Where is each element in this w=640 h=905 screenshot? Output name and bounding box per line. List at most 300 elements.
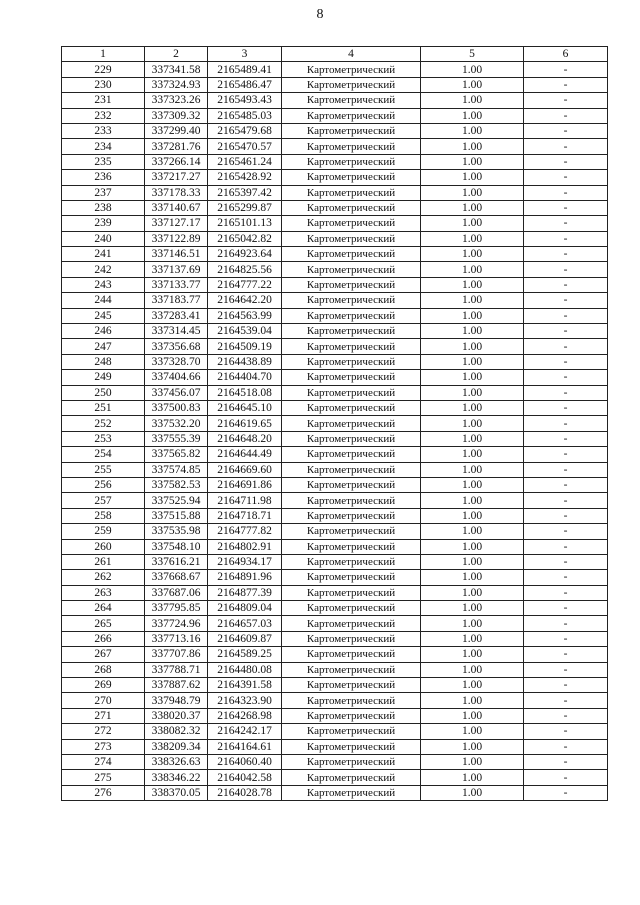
method-cell: Картометрический — [282, 724, 421, 739]
accuracy-cell: 1.00 — [421, 739, 524, 754]
method-cell: Картометрический — [282, 370, 421, 385]
y-coordinate-cell: 2165299.87 — [208, 200, 282, 215]
x-coordinate-cell: 337146.51 — [145, 247, 208, 262]
note-cell: - — [524, 477, 608, 492]
table-row — [62, 154, 608, 169]
column-header-6: 6 — [524, 47, 608, 62]
method-cell: Картометрический — [282, 447, 421, 462]
point-number-cell: 234 — [62, 139, 145, 154]
y-coordinate-cell: 2164669.60 — [208, 462, 282, 477]
note-cell: - — [524, 616, 608, 631]
point-number-cell: 231 — [62, 93, 145, 108]
accuracy-cell: 1.00 — [421, 62, 524, 77]
point-number-cell: 271 — [62, 708, 145, 723]
point-number-cell: 246 — [62, 324, 145, 339]
method-cell: Картометрический — [282, 247, 421, 262]
accuracy-cell: 1.00 — [421, 770, 524, 785]
point-number-cell: 276 — [62, 785, 145, 800]
accuracy-cell: 1.00 — [421, 524, 524, 539]
y-coordinate-cell: 2164777.82 — [208, 524, 282, 539]
x-coordinate-cell: 337356.68 — [145, 339, 208, 354]
point-number-cell: 268 — [62, 662, 145, 677]
point-number-cell: 261 — [62, 554, 145, 569]
x-coordinate-cell: 337299.40 — [145, 123, 208, 138]
point-number-cell: 252 — [62, 416, 145, 431]
accuracy-cell: 1.00 — [421, 385, 524, 400]
point-number-cell: 255 — [62, 462, 145, 477]
method-cell: Картометрический — [282, 339, 421, 354]
column-header-5: 5 — [421, 47, 524, 62]
method-cell: Картометрический — [282, 354, 421, 369]
point-number-cell: 253 — [62, 431, 145, 446]
point-number-cell: 251 — [62, 400, 145, 415]
y-coordinate-cell: 2164691.86 — [208, 477, 282, 492]
accuracy-cell: 1.00 — [421, 324, 524, 339]
method-cell: Картометрический — [282, 93, 421, 108]
note-cell: - — [524, 154, 608, 169]
method-cell: Картометрический — [282, 400, 421, 415]
accuracy-cell: 1.00 — [421, 493, 524, 508]
point-number-cell: 247 — [62, 339, 145, 354]
x-coordinate-cell: 337713.16 — [145, 631, 208, 646]
accuracy-cell: 1.00 — [421, 724, 524, 739]
y-coordinate-cell: 2165486.47 — [208, 77, 282, 92]
point-number-cell: 236 — [62, 170, 145, 185]
table-row — [62, 139, 608, 154]
accuracy-cell: 1.00 — [421, 231, 524, 246]
point-number-cell: 263 — [62, 585, 145, 600]
x-coordinate-cell: 337137.69 — [145, 262, 208, 277]
point-number-cell: 257 — [62, 493, 145, 508]
method-cell: Картометрический — [282, 754, 421, 769]
y-coordinate-cell: 2164242.17 — [208, 724, 282, 739]
x-coordinate-cell: 337324.93 — [145, 77, 208, 92]
accuracy-cell: 1.00 — [421, 447, 524, 462]
accuracy-cell: 1.00 — [421, 339, 524, 354]
y-coordinate-cell: 2164802.91 — [208, 539, 282, 554]
method-cell: Картометрический — [282, 416, 421, 431]
point-number-cell: 274 — [62, 754, 145, 769]
table-row — [62, 524, 608, 539]
accuracy-cell: 1.00 — [421, 554, 524, 569]
table-row — [62, 678, 608, 693]
method-cell: Картометрический — [282, 108, 421, 123]
method-cell: Картометрический — [282, 77, 421, 92]
point-number-cell: 262 — [62, 570, 145, 585]
point-number-cell: 241 — [62, 247, 145, 262]
point-number-cell: 229 — [62, 62, 145, 77]
table-body — [62, 62, 608, 801]
accuracy-cell: 1.00 — [421, 247, 524, 262]
column-header-1: 1 — [62, 47, 145, 62]
x-coordinate-cell: 337283.41 — [145, 308, 208, 323]
x-coordinate-cell: 337515.88 — [145, 508, 208, 523]
table-header — [62, 47, 608, 62]
accuracy-cell: 1.00 — [421, 416, 524, 431]
method-cell: Картометрический — [282, 216, 421, 231]
point-number-cell: 233 — [62, 123, 145, 138]
table-row — [62, 293, 608, 308]
accuracy-cell: 1.00 — [421, 400, 524, 415]
table-row — [62, 477, 608, 492]
table-row — [62, 231, 608, 246]
column-header-2: 2 — [145, 47, 208, 62]
point-number-cell: 272 — [62, 724, 145, 739]
note-cell: - — [524, 385, 608, 400]
method-cell: Картометрический — [282, 708, 421, 723]
header-row — [62, 47, 608, 62]
accuracy-cell: 1.00 — [421, 370, 524, 385]
y-coordinate-cell: 2164891.96 — [208, 570, 282, 585]
note-cell: - — [524, 400, 608, 415]
accuracy-cell: 1.00 — [421, 93, 524, 108]
note-cell: - — [524, 647, 608, 662]
y-coordinate-cell: 2165479.68 — [208, 123, 282, 138]
table-row — [62, 262, 608, 277]
method-cell: Картометрический — [282, 170, 421, 185]
accuracy-cell: 1.00 — [421, 108, 524, 123]
point-number-cell: 237 — [62, 185, 145, 200]
method-cell: Картометрический — [282, 123, 421, 138]
note-cell: - — [524, 693, 608, 708]
x-coordinate-cell: 337525.94 — [145, 493, 208, 508]
x-coordinate-cell: 337183.77 — [145, 293, 208, 308]
y-coordinate-cell: 2164642.20 — [208, 293, 282, 308]
x-coordinate-cell: 337281.76 — [145, 139, 208, 154]
table-row — [62, 662, 608, 677]
table-row — [62, 601, 608, 616]
method-cell: Картометрический — [282, 231, 421, 246]
x-coordinate-cell: 337548.10 — [145, 539, 208, 554]
x-coordinate-cell: 338020.37 — [145, 708, 208, 723]
method-cell: Картометрический — [282, 477, 421, 492]
point-number-cell: 259 — [62, 524, 145, 539]
y-coordinate-cell: 2164060.40 — [208, 754, 282, 769]
table-row — [62, 354, 608, 369]
y-coordinate-cell: 2164028.78 — [208, 785, 282, 800]
table-row — [62, 185, 608, 200]
method-cell: Картометрический — [282, 385, 421, 400]
x-coordinate-cell: 337724.96 — [145, 616, 208, 631]
note-cell: - — [524, 508, 608, 523]
note-cell: - — [524, 370, 608, 385]
note-cell: - — [524, 785, 608, 800]
page-number: 8 — [316, 7, 324, 22]
table-row — [62, 647, 608, 662]
accuracy-cell: 1.00 — [421, 123, 524, 138]
method-cell: Картометрический — [282, 616, 421, 631]
note-cell: - — [524, 200, 608, 215]
accuracy-cell: 1.00 — [421, 462, 524, 477]
point-number-cell: 239 — [62, 216, 145, 231]
y-coordinate-cell: 2165489.41 — [208, 62, 282, 77]
note-cell: - — [524, 277, 608, 292]
table-row — [62, 754, 608, 769]
point-number-cell: 238 — [62, 200, 145, 215]
y-coordinate-cell: 2164589.25 — [208, 647, 282, 662]
accuracy-cell: 1.00 — [421, 139, 524, 154]
x-coordinate-cell: 337574.85 — [145, 462, 208, 477]
point-number-cell: 258 — [62, 508, 145, 523]
x-coordinate-cell: 337404.66 — [145, 370, 208, 385]
y-coordinate-cell: 2164657.03 — [208, 616, 282, 631]
table-row — [62, 431, 608, 446]
point-number-cell: 260 — [62, 539, 145, 554]
method-cell: Картометрический — [282, 693, 421, 708]
accuracy-cell: 1.00 — [421, 678, 524, 693]
method-cell: Картометрический — [282, 770, 421, 785]
method-cell: Картометрический — [282, 585, 421, 600]
note-cell: - — [524, 93, 608, 108]
method-cell: Картометрический — [282, 431, 421, 446]
y-coordinate-cell: 2164609.87 — [208, 631, 282, 646]
method-cell: Картометрический — [282, 524, 421, 539]
x-coordinate-cell: 337266.14 — [145, 154, 208, 169]
x-coordinate-cell: 337582.53 — [145, 477, 208, 492]
table-row — [62, 385, 608, 400]
table-row — [62, 370, 608, 385]
x-coordinate-cell: 337795.85 — [145, 601, 208, 616]
accuracy-cell: 1.00 — [421, 693, 524, 708]
accuracy-cell: 1.00 — [421, 431, 524, 446]
x-coordinate-cell: 338082.32 — [145, 724, 208, 739]
x-coordinate-cell: 337707.86 — [145, 647, 208, 662]
y-coordinate-cell: 2164645.10 — [208, 400, 282, 415]
point-number-cell: 275 — [62, 770, 145, 785]
y-coordinate-cell: 2164438.89 — [208, 354, 282, 369]
accuracy-cell: 1.00 — [421, 647, 524, 662]
note-cell: - — [524, 431, 608, 446]
table-row — [62, 200, 608, 215]
note-cell: - — [524, 570, 608, 585]
note-cell: - — [524, 416, 608, 431]
y-coordinate-cell: 2164509.19 — [208, 339, 282, 354]
y-coordinate-cell: 2165485.03 — [208, 108, 282, 123]
y-coordinate-cell: 2164404.70 — [208, 370, 282, 385]
method-cell: Картометрический — [282, 154, 421, 169]
y-coordinate-cell: 2164644.49 — [208, 447, 282, 462]
note-cell: - — [524, 139, 608, 154]
method-cell: Картометрический — [282, 631, 421, 646]
method-cell: Картометрический — [282, 200, 421, 215]
method-cell: Картометрический — [282, 293, 421, 308]
y-coordinate-cell: 2165493.43 — [208, 93, 282, 108]
note-cell: - — [524, 339, 608, 354]
accuracy-cell: 1.00 — [421, 77, 524, 92]
point-number-cell: 244 — [62, 293, 145, 308]
point-number-cell: 245 — [62, 308, 145, 323]
y-coordinate-cell: 2164539.04 — [208, 324, 282, 339]
point-number-cell: 249 — [62, 370, 145, 385]
table-row — [62, 508, 608, 523]
x-coordinate-cell: 337555.39 — [145, 431, 208, 446]
accuracy-cell: 1.00 — [421, 754, 524, 769]
point-number-cell: 264 — [62, 601, 145, 616]
accuracy-cell: 1.00 — [421, 185, 524, 200]
note-cell: - — [524, 601, 608, 616]
accuracy-cell: 1.00 — [421, 216, 524, 231]
table-row — [62, 693, 608, 708]
x-coordinate-cell: 337314.45 — [145, 324, 208, 339]
point-number-cell: 240 — [62, 231, 145, 246]
table-row — [62, 339, 608, 354]
table-row — [62, 616, 608, 631]
x-coordinate-cell: 337217.27 — [145, 170, 208, 185]
note-cell: - — [524, 585, 608, 600]
x-coordinate-cell: 337133.77 — [145, 277, 208, 292]
table-row — [62, 416, 608, 431]
note-cell: - — [524, 462, 608, 477]
table-row — [62, 724, 608, 739]
method-cell: Картометрический — [282, 493, 421, 508]
table-row — [62, 77, 608, 92]
column-header-3: 3 — [208, 47, 282, 62]
note-cell: - — [524, 170, 608, 185]
accuracy-cell: 1.00 — [421, 631, 524, 646]
accuracy-cell: 1.00 — [421, 508, 524, 523]
method-cell: Картометрический — [282, 462, 421, 477]
point-number-cell: 243 — [62, 277, 145, 292]
method-cell: Картометрический — [282, 185, 421, 200]
note-cell: - — [524, 754, 608, 769]
x-coordinate-cell: 337140.67 — [145, 200, 208, 215]
table-row — [62, 539, 608, 554]
table-row — [62, 447, 608, 462]
note-cell: - — [524, 308, 608, 323]
accuracy-cell: 1.00 — [421, 477, 524, 492]
table-row — [62, 570, 608, 585]
note-cell: - — [524, 708, 608, 723]
x-coordinate-cell: 337948.79 — [145, 693, 208, 708]
table-row — [62, 170, 608, 185]
y-coordinate-cell: 2164711.98 — [208, 493, 282, 508]
table-row — [62, 585, 608, 600]
x-coordinate-cell: 337328.70 — [145, 354, 208, 369]
y-coordinate-cell: 2164718.71 — [208, 508, 282, 523]
accuracy-cell: 1.00 — [421, 293, 524, 308]
method-cell: Картометрический — [282, 139, 421, 154]
point-number-cell: 230 — [62, 77, 145, 92]
method-cell: Картометрический — [282, 324, 421, 339]
note-cell: - — [524, 324, 608, 339]
column-header-4: 4 — [282, 47, 421, 62]
x-coordinate-cell: 337687.06 — [145, 585, 208, 600]
table-row — [62, 308, 608, 323]
x-coordinate-cell: 337500.83 — [145, 400, 208, 415]
point-number-cell: 248 — [62, 354, 145, 369]
note-cell: - — [524, 447, 608, 462]
method-cell: Картометрический — [282, 554, 421, 569]
accuracy-cell: 1.00 — [421, 585, 524, 600]
accuracy-cell: 1.00 — [421, 154, 524, 169]
y-coordinate-cell: 2165101.13 — [208, 216, 282, 231]
table-row — [62, 462, 608, 477]
y-coordinate-cell: 2164480.08 — [208, 662, 282, 677]
table-row — [62, 631, 608, 646]
y-coordinate-cell: 2165042.82 — [208, 231, 282, 246]
table-row — [62, 62, 608, 77]
point-number-cell: 270 — [62, 693, 145, 708]
y-coordinate-cell: 2164518.08 — [208, 385, 282, 400]
note-cell: - — [524, 231, 608, 246]
x-coordinate-cell: 337788.71 — [145, 662, 208, 677]
point-number-cell: 266 — [62, 631, 145, 646]
table-row — [62, 277, 608, 292]
method-cell: Картометрический — [282, 62, 421, 77]
note-cell: - — [524, 216, 608, 231]
x-coordinate-cell: 337887.62 — [145, 678, 208, 693]
note-cell: - — [524, 108, 608, 123]
accuracy-cell: 1.00 — [421, 354, 524, 369]
method-cell: Картометрический — [282, 739, 421, 754]
note-cell: - — [524, 262, 608, 277]
point-number-cell: 232 — [62, 108, 145, 123]
method-cell: Картометрический — [282, 570, 421, 585]
accuracy-cell: 1.00 — [421, 662, 524, 677]
note-cell: - — [524, 739, 608, 754]
x-coordinate-cell: 338370.05 — [145, 785, 208, 800]
x-coordinate-cell: 337309.32 — [145, 108, 208, 123]
note-cell: - — [524, 185, 608, 200]
note-cell: - — [524, 554, 608, 569]
method-cell: Картометрический — [282, 539, 421, 554]
note-cell: - — [524, 247, 608, 262]
x-coordinate-cell: 337616.21 — [145, 554, 208, 569]
method-cell: Картометрический — [282, 678, 421, 693]
table-row — [62, 216, 608, 231]
point-number-cell: 254 — [62, 447, 145, 462]
point-number-cell: 269 — [62, 678, 145, 693]
table-row — [62, 400, 608, 415]
y-coordinate-cell: 2164619.65 — [208, 416, 282, 431]
point-number-cell: 256 — [62, 477, 145, 492]
y-coordinate-cell: 2165461.24 — [208, 154, 282, 169]
y-coordinate-cell: 2164268.98 — [208, 708, 282, 723]
table-row — [62, 123, 608, 138]
method-cell: Картометрический — [282, 785, 421, 800]
accuracy-cell: 1.00 — [421, 708, 524, 723]
point-number-cell: 242 — [62, 262, 145, 277]
x-coordinate-cell: 337532.20 — [145, 416, 208, 431]
note-cell: - — [524, 493, 608, 508]
x-coordinate-cell: 337535.98 — [145, 524, 208, 539]
x-coordinate-cell: 338346.22 — [145, 770, 208, 785]
accuracy-cell: 1.00 — [421, 262, 524, 277]
note-cell: - — [524, 293, 608, 308]
y-coordinate-cell: 2164934.17 — [208, 554, 282, 569]
x-coordinate-cell: 337127.17 — [145, 216, 208, 231]
y-coordinate-cell: 2164391.58 — [208, 678, 282, 693]
point-number-cell: 265 — [62, 616, 145, 631]
y-coordinate-cell: 2165428.92 — [208, 170, 282, 185]
accuracy-cell: 1.00 — [421, 616, 524, 631]
point-number-cell: 235 — [62, 154, 145, 169]
x-coordinate-cell: 337323.26 — [145, 93, 208, 108]
y-coordinate-cell: 2164164.61 — [208, 739, 282, 754]
method-cell: Картометрический — [282, 277, 421, 292]
x-coordinate-cell: 337456.07 — [145, 385, 208, 400]
note-cell: - — [524, 354, 608, 369]
y-coordinate-cell: 2164042.58 — [208, 770, 282, 785]
table-row — [62, 93, 608, 108]
note-cell: - — [524, 62, 608, 77]
table-row — [62, 324, 608, 339]
note-cell: - — [524, 678, 608, 693]
note-cell: - — [524, 724, 608, 739]
x-coordinate-cell: 337341.58 — [145, 62, 208, 77]
y-coordinate-cell: 2164777.22 — [208, 277, 282, 292]
y-coordinate-cell: 2165470.57 — [208, 139, 282, 154]
